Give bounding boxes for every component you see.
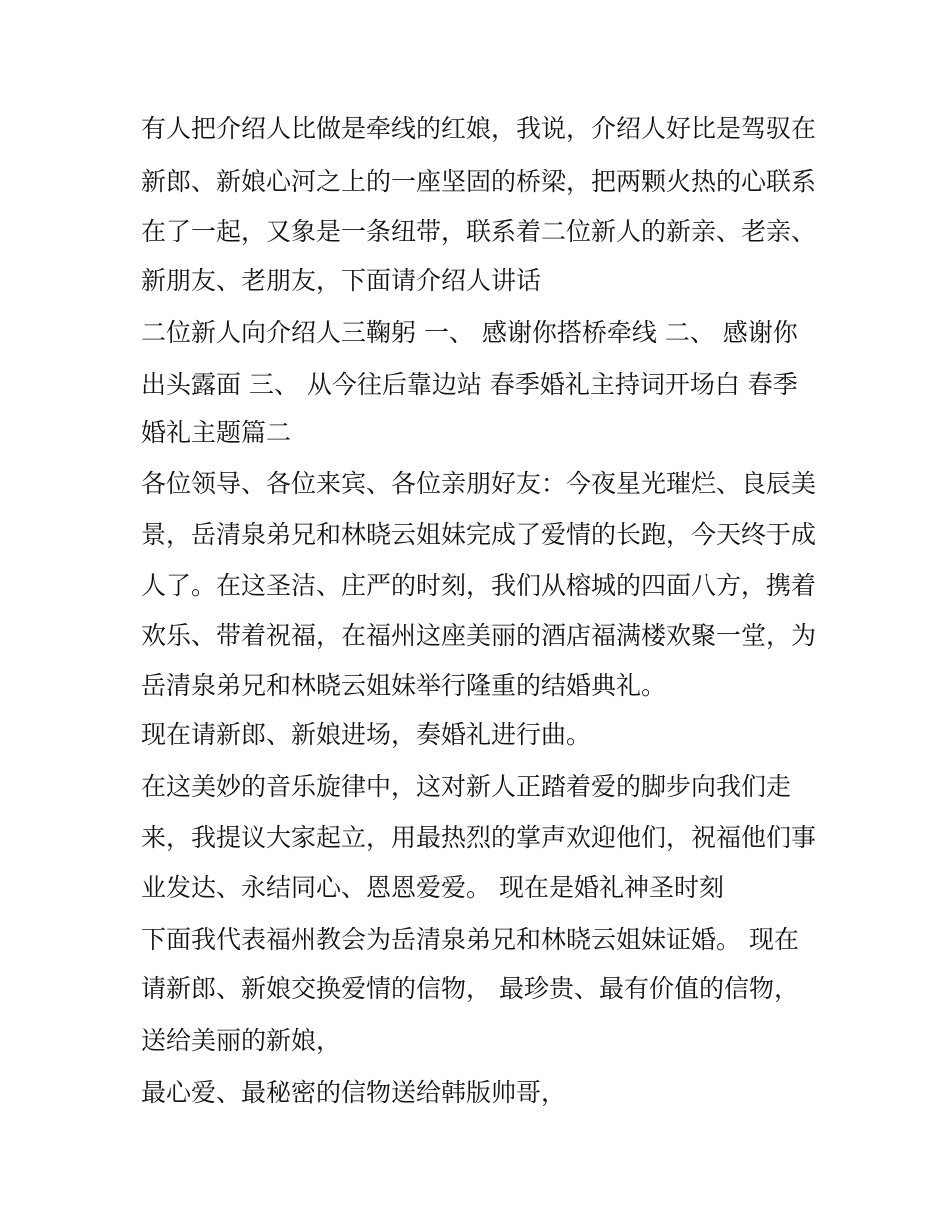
- text-line-5: 二位新人向介绍人三鞠躬 一、 感谢你搭桥牵线 二、 感谢你: [141, 318, 798, 347]
- text-line-14: 在这美妙的音乐旋律中，这对新人正踏着爱的脚步向我们走: [141, 772, 792, 801]
- text-line-8: 各位领导、各位来宾、各位亲朋好友：今夜星光璀烂、良辰美: [141, 469, 817, 498]
- text-line-3: 在了一起，又象是一条纽带，联系着二位新人的新亲、老亲、: [141, 217, 817, 246]
- text-line-19: 送给美丽的新娘，: [141, 1026, 342, 1055]
- text-line-4: 新朋友、老朋友，下面请介绍人讲话: [141, 266, 542, 295]
- text-line-10: 人了。在这圣洁、庄严的时刻，我们从榕城的四面八方，携着: [141, 571, 817, 600]
- text-line-16: 业发达、永结同心、恩恩爱爱。 现在是婚礼神圣时刻: [141, 873, 724, 902]
- text-line-7: 婚礼主题篇二: [141, 418, 292, 447]
- text-line-12: 岳清泉弟兄和林晓云姐妹举行隆重的结婚典礼。: [141, 671, 667, 700]
- text-line-2: 新郎、新娘心河之上的一座坚固的桥梁，把两颗火热的心联系: [141, 167, 817, 196]
- text-line-20: 最心爱、最秘密的信物送给韩版帅哥，: [141, 1078, 567, 1107]
- text-line-18: 请新郎、新娘交换爱情的信物， 最珍贵、最有价值的信物，: [141, 974, 799, 1003]
- text-line-17: 下面我代表福州教会为岳清泉弟兄和林晓云姐妹证婚。 现在: [141, 925, 799, 954]
- text-line-11: 欢乐、带着祝福，在福州这座美丽的酒店福满楼欢聚一堂，为: [141, 621, 817, 650]
- text-line-9: 景，岳清泉弟兄和林晓云姐妹完成了爱情的长跑，今天终于成: [141, 520, 817, 549]
- text-line-13: 现在请新郎、新娘进场，奏婚礼进行曲。: [141, 720, 592, 749]
- text-line-6: 出头露面 三、 从今往后靠边站 春季婚礼主持词开场白 春季: [141, 370, 798, 399]
- text-line-15: 来，我提议大家起立，用最热烈的掌声欢迎他们，祝福他们事: [141, 823, 817, 852]
- text-line-1: 有人把介绍人比做是牵线的红娘，我说，介绍人好比是驾驭在: [141, 114, 817, 143]
